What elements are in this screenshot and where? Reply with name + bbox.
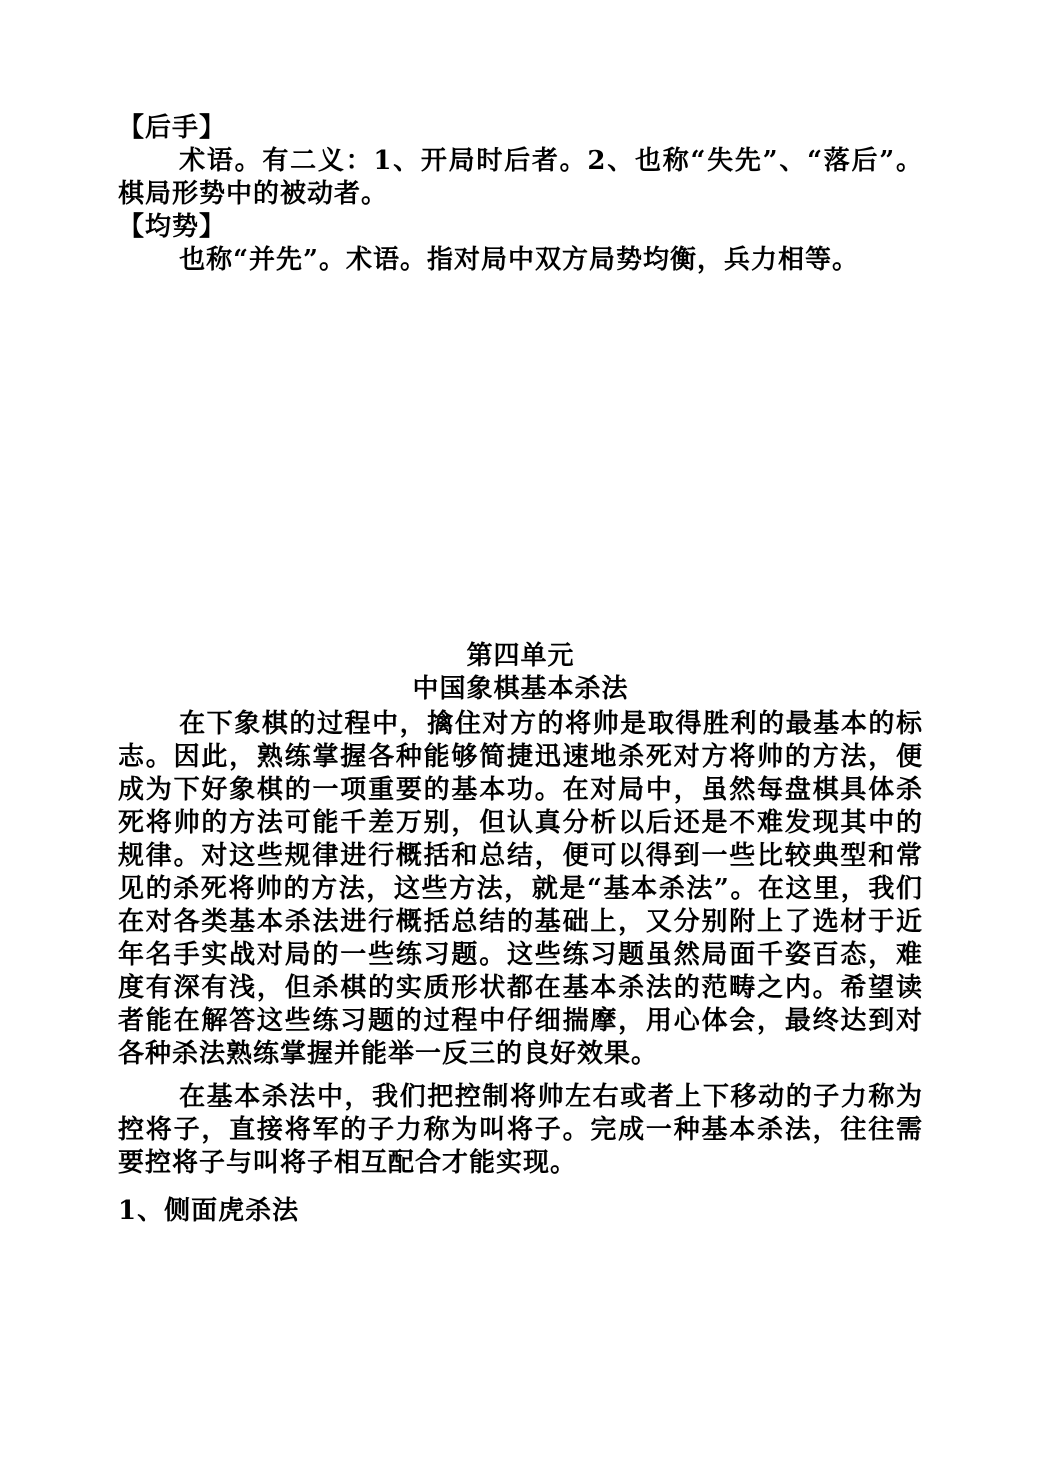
glossary-section [118, 112, 923, 277]
glossary-definition-junshi: 也称“并先”。术语。指对局中双方局势均衡，兵力相等。 [179, 245, 860, 275]
unit-number: 第四单元 [466, 641, 575, 671]
unit-title: 中国象棋基本杀法 [412, 674, 629, 704]
section-heading: 1、侧面虎杀法 [118, 1196, 300, 1226]
glossary-term-houshou: 【后手】 [118, 113, 227, 143]
definition-paragraph: 在基本杀法中，我们把控制将帅左右或者上下移动的子力称为控将子，直接将军的子力称为叫将子。完成一种基本杀法，往往需要控将子与叫将子相互配合才能实现。 [118, 1082, 923, 1178]
glossary-term-junshi: 【均势】 [118, 212, 227, 242]
unit-body [118, 708, 923, 1180]
intro-paragraph: 在下象棋的过程中，擒住对方的将帅是取得胜利的最基本的标志。因此，熟练掌握各种能够简捷迅速地杀死对方将帅的方法，便成为下好象棋的一项重要的基本功。在对局中，虽然每盘棋具体杀死将帅的方法可能千差万别，但认真分析以后还是不难发现其中的规律。对这些规律进行概括和总结，便可以得到一些比较典型和常见的杀死将帅的方法，这些方法，就是“基本杀法”。在这里，我们在对各类基本杀法进行概括总结的基础上，又分别附上了选材于近年名手实战对局的一些练习题。这些练习题虽然局面千姿百态，难度有深有浅，但杀棋的实质形状都在基本杀法的范畴之内。希望读者能在解答这些练习题的过程中仔细揣摩，用心体会，最终达到对各种杀法熟练掌握并能举一反三的良好效果。 [118, 709, 923, 1069]
glossary-definition-houshou: 术语。有二义：1、开局时后者。2、也称“失先”、“落后”。棋局形势中的被动者。 [118, 146, 923, 209]
